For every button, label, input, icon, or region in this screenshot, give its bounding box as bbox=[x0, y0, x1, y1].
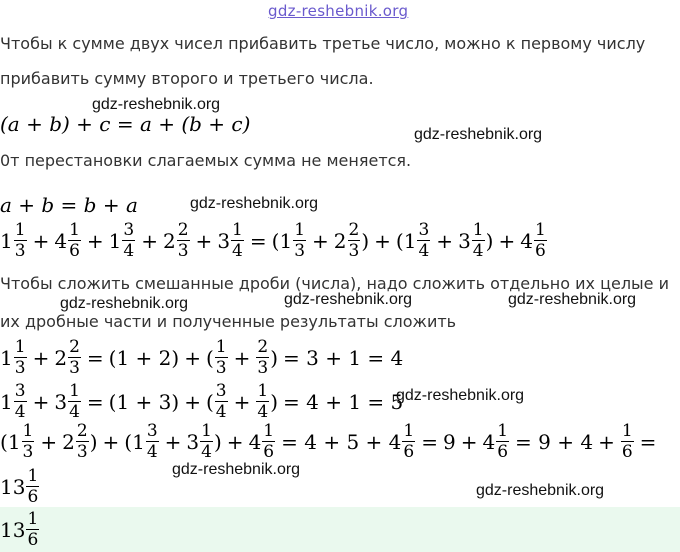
watermark: gdz-reshebnik.org bbox=[414, 126, 543, 143]
watermark: gdz-reshebnik.org bbox=[508, 291, 637, 308]
site-link[interactable]: gdz-reshebnik.org bbox=[268, 2, 409, 20]
fraction: $\frac{3}{4}$ bbox=[215, 381, 227, 422]
fraction: $\frac{1}{6}$ bbox=[27, 466, 39, 507]
fraction: $\frac{1}{3}$ bbox=[294, 220, 306, 261]
rule-3-line-2: их дробные части и полученные результаты сложить bbox=[0, 312, 457, 331]
fraction: $\frac{1}{4}$ bbox=[201, 421, 212, 462]
fraction: $\frac{3}{4}$ bbox=[123, 220, 135, 261]
fraction: $\frac{1}{6}$ bbox=[403, 421, 415, 462]
fraction: $\frac{1}{4}$ bbox=[472, 220, 484, 261]
rule-3-line-1: Чтобы сложить смешанные дроби (числа), надо сложить отдельно их целые и bbox=[0, 274, 670, 293]
watermark: gdz-reshebnik.org bbox=[92, 96, 221, 113]
expression-line: 1 $\frac{1}{3}$ + 4 $\frac{1}{6}$ + 1 $\frac{3}{4}$ + 2 $\frac{2}{3}$ + 3 $\frac{1}{4}$ = ( 1 $\frac{1}{3}$ + 2 $\frac{2}{3}$ ) + ( 1 $\frac{3}{4}$ + 3 $\frac{1}{4}$ ) + 4 $\frac{1}{6}$ bbox=[0, 220, 546, 261]
fraction: $\frac{1}{6}$ bbox=[69, 220, 80, 261]
associative-formula: (a + b) + c = a + (b + c) bbox=[0, 112, 251, 136]
fraction: $\frac{2}{3}$ bbox=[69, 337, 80, 378]
answer-value: 13 $\frac{1}{6}$ bbox=[0, 509, 39, 550]
fraction: $\frac{3}{4}$ bbox=[418, 220, 430, 261]
fraction: $\frac{2}{3}$ bbox=[348, 220, 360, 261]
rule-2: 0т перестановки слагаемых сумма не меняется. bbox=[0, 151, 412, 170]
fraction: $\frac{1}{3}$ bbox=[14, 337, 26, 378]
watermark: gdz-reshebnik.org bbox=[476, 482, 605, 499]
fraction: $\frac{1}{4}$ bbox=[257, 381, 269, 422]
fraction: $\frac{1}{3}$ bbox=[14, 220, 26, 261]
fraction: $\frac{1}{6}$ bbox=[263, 421, 275, 462]
expression-line: 1 $\frac{1}{3}$ + 2 $\frac{2}{3}$ = (1 + 2) + ( $\frac{1}{3}$ + $\frac{2}{3}$ ) = 3 + 1 = 4 bbox=[0, 337, 404, 378]
fraction: $\frac{2}{3}$ bbox=[257, 337, 269, 378]
fraction: $\frac{2}{3}$ bbox=[177, 220, 189, 261]
watermark: gdz-reshebnik.org bbox=[172, 461, 301, 478]
watermark: gdz-reshebnik.org bbox=[60, 295, 189, 312]
answer-box bbox=[0, 507, 680, 552]
watermark: gdz-reshebnik.org bbox=[190, 195, 319, 212]
fraction: $\frac{1}{6}$ bbox=[497, 421, 509, 462]
watermark: gdz-reshebnik.org bbox=[284, 291, 413, 308]
fraction: $\frac{1}{4}$ bbox=[232, 220, 243, 261]
watermark: gdz-reshebnik.org bbox=[396, 387, 525, 404]
expression-line: ( 1 $\frac{1}{3}$ + 2 $\frac{2}{3}$ ) + ( 1 $\frac{3}{4}$ + 3 $\frac{1}{4}$ ) + 4 $\frac{1}{6}$ = 4 + 5 + 4 $\frac{1}{6}$ = 9 + 4 $\frac{1}{6}$ = 9 + 4 + $\frac{1}{6}$ = bbox=[0, 421, 657, 462]
fraction: $\frac{1}{6}$ bbox=[621, 421, 633, 462]
fraction: $\frac{1}{3}$ bbox=[215, 337, 227, 378]
fraction: $\frac{1}{6}$ bbox=[534, 220, 546, 261]
fraction: $\frac{3}{4}$ bbox=[146, 421, 158, 462]
answer-fraction: $\frac{1}{6}$ bbox=[27, 509, 39, 550]
fraction: $\frac{3}{4}$ bbox=[14, 381, 26, 422]
fraction: $\frac{1}{4}$ bbox=[69, 381, 80, 422]
fraction: $\frac{1}{3}$ bbox=[22, 421, 34, 462]
result-line: 13 $\frac{1}{6}$ bbox=[0, 466, 39, 507]
fraction: $\frac{2}{3}$ bbox=[76, 421, 88, 462]
expression-line: 1 $\frac{3}{4}$ + 3 $\frac{1}{4}$ = (1 + 3) + ( $\frac{3}{4}$ + $\frac{1}{4}$ ) = 4 + 1 = 5 bbox=[0, 381, 404, 422]
rule-1-line-1: Чтобы к сумме двух чисел прибавить третье число, можно к первому числу bbox=[0, 34, 646, 53]
commutative-formula: a + b = b + a bbox=[0, 193, 138, 217]
rule-1-line-2: прибавить сумму второго и третьего числа. bbox=[0, 69, 374, 88]
